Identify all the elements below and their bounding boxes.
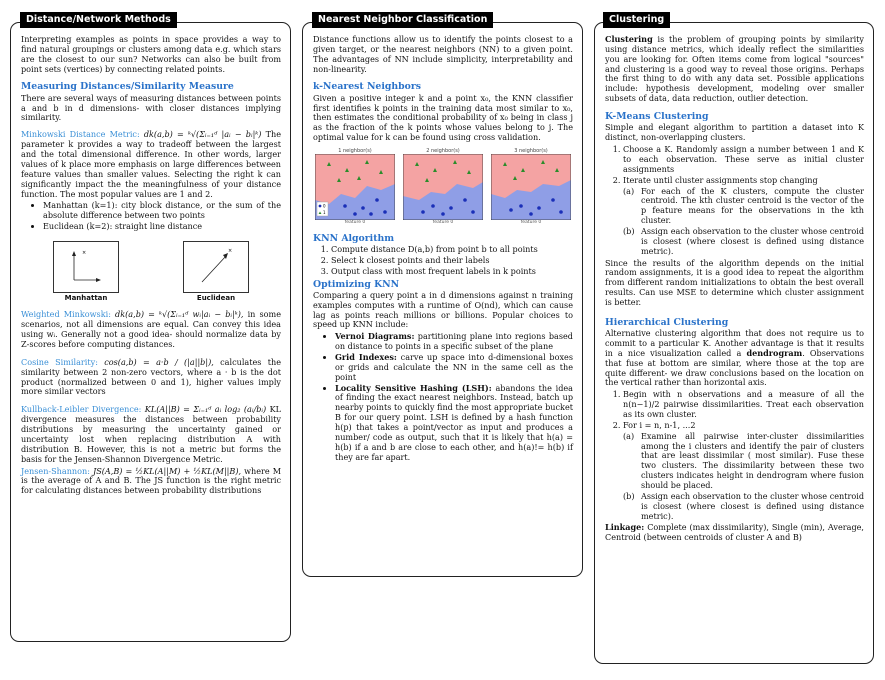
kmeans-substep-text: Assign each observation to the cluster whose centroid is closest (where closest is defined using distance metric).: [641, 225, 864, 256]
hier-step: [623, 421, 864, 522]
intro-text: Interpreting examples as points in space provides a way to find natural groupings or clusters among data e.g. which stars are the closest to our sun? Networks can also be built from point sets (vertices) by connecting related points.: [21, 34, 281, 74]
knn-plot-3-figure: [491, 154, 571, 220]
opt-text: abandons the idea of finding the exact nearest neighbors. Instead, batch up nearby points to quickly find the most appropriate bucket B for our query point. LSH is defined by a hash function h(p) that takes a point/vector as input and produces a number/ code as output, such that it is likely that h(a) = h(b) if a and b are close to each other, and h(a)!= h(b) if they are far apart.: [335, 382, 574, 462]
opt-term: Grid Indexes:: [335, 352, 397, 363]
weighted-term: Weighted Minkowski:: [21, 309, 111, 320]
column-clustering: [594, 22, 874, 664]
linkage-text: [605, 523, 864, 543]
knn-plot-1-title: 1 neighbor(s): [338, 148, 372, 155]
nn-intro: Distance functions allow us to identify the points closest to a given target, or the nearest neighbors (NN) to a given point. The advantages of NN include simplicity, interpretability and non-linearity.: [313, 34, 573, 74]
bullet-euclidean: • Euclidean (k=2): straight line distance: [43, 222, 281, 232]
knn-step: 1. Compute distance D(a,b) from point b to all points: [331, 245, 573, 255]
opt-item-lsh: [335, 384, 573, 463]
linkage-label: Linkage:: [605, 522, 645, 533]
js-text: where M is the average of A and B. The JS function is the right metric for calculating distances between probability distributions: [21, 465, 281, 496]
clustering-intro-bold: Clustering: [605, 34, 653, 44]
clustering-intro: [605, 35, 864, 104]
opt-text: partitioning plane into regions based on distance to points in a specific subset of the plane: [335, 331, 573, 352]
column-title-distance: Distance/Network Methods: [20, 12, 177, 28]
column-distance-methods: [10, 22, 291, 642]
js-block: [21, 467, 281, 497]
knn-plot-3-xlabel: feature 0: [520, 220, 542, 226]
euclidean-diagram: [183, 241, 249, 303]
cosine-term: Cosine Similarity:: [21, 356, 98, 367]
kmeans-after: Since the results of the algorithm depends on the initial random assignments, it is a good idea to repeat the algorithm from different random initializations to obtain the best overall results. Can use MSE to determine which cluster assignment is better.: [605, 257, 864, 307]
minkowski-block: [21, 130, 281, 199]
knn-step: 2. Select k closest points and their labels: [331, 256, 573, 266]
knn-text: Given a positive integer k and a point x₀, the KNN classifier first identifies k points in the training data most similar to x₀, then estimates the conditional probability of x₀ being in class j as the fraction of the k points whose values belong to j. The optimal value for k can be found using cross validation.: [313, 92, 573, 143]
knn-plot-1-figure: [315, 154, 395, 220]
section-heading-hierarchical: Hierarchical Clustering: [605, 316, 729, 328]
kl-term: Kullback-Leibler Divergence:: [21, 404, 142, 415]
kmeans-substep: (a) For each of the K clusters, compute the cluster centroid. The kth cluster centroid is the vector of the p feature means for the observations in the kth cluster.: [623, 185, 864, 226]
euclidean-figure: [183, 241, 249, 293]
hier-substep: (b) Assign each observation to the cluster whose centroid is closest (where closest is defined using distance metric).: [623, 490, 864, 521]
column-title-clustering: Clustering: [603, 12, 670, 28]
manhattan-diagram: [53, 241, 119, 303]
knn-plot-1: [315, 148, 395, 226]
minkowski-formula: dk(a,b) = ᵏ√(Σᵢ₌₁ᵈ |aᵢ − bᵢ|ᵏ): [143, 129, 262, 140]
kmeans-steps: [623, 145, 864, 256]
opt-term: Locality Sensitive Hashing (LSH):: [335, 382, 492, 393]
kmeans-substeps: [623, 185, 864, 257]
section-heading-kmeans: K-Means Clustering: [605, 111, 709, 123]
distance-diagrams: [21, 241, 281, 303]
hier-substep-text: Examine all pairwise inter-cluster dissimilarities among the i clusters and identify the pair of clusters that are least dissimilar ( most similar). Fuse these two clusters. The dissimilarity between these two clusters indicates height in dendrogram where fusion should be placed.: [641, 430, 864, 491]
euclidean-label: Euclidean: [196, 293, 236, 302]
opt-text: carve up space into d-dimensional boxes or grids and calculate the NN in the same cell as the point: [335, 352, 573, 382]
hier-substep: (a) Examine all pairwise inter-cluster dissimilarities among the i clusters and identify the pair of clusters that are least dissimilar ( most similar). Fuse these two clusters. The dissimilarity between these two clusters indicates height in dendrogram where fusion should be placed.: [623, 430, 864, 491]
minkowski-text: The parameter k provides a way to tradeoff between the largest and the total dimensional difference. In other words, larger values of k place more emphasis on large differences between feature values than smaller values. Selecting the right k can significantly impact the the meaningfulness of your distance function. The most popular values are 1 and 2.: [21, 129, 281, 199]
knn-plots: [315, 148, 571, 226]
knn-plot-2: [403, 148, 483, 226]
kmeans-step-text: Iterate until cluster assignments stop changing: [623, 174, 818, 185]
opt-item-voronoi: [335, 332, 573, 352]
kmeans-substep: (b) Assign each observation to the cluster whose centroid is closest (where closest is defined using distance metric).: [623, 225, 864, 256]
section-heading-optimizing: Optimizing KNN: [313, 278, 400, 290]
js-formula: JS(A,B) = ½KL(A||M) + ½KL(M||B),: [92, 465, 242, 476]
section-heading-knn: k-Nearest Neighbors: [313, 81, 421, 93]
plot-legend-1: 1: [323, 210, 326, 216]
column-title-nn: Nearest Neighbor Classification: [312, 12, 493, 28]
linkage-values: Complete (max dissimilarity), Single (min), Average, Centroid (between centroids of cluster A and B): [605, 522, 865, 543]
knn-plot-3-title: 3 neighbor(s): [514, 148, 548, 155]
hier-step: 1. Begin with n observations and a measure of all the n(n−1)/2 pairwise dissimilarities. Treat each observation as its own cluster.: [623, 390, 864, 420]
measuring-text: There are several ways of measuring distances between points a and b in d dimensions- with closer distances implying similarity.: [21, 92, 281, 123]
opt-item-grid: [335, 353, 573, 383]
bullet-manhattan: • Manhattan (k=1): city block distance, or the sum of the absolute difference between two points: [43, 201, 281, 221]
kmeans-substep-text: For each of the K clusters, compute the cluster centroid. The kth cluster centroid is the vector of the p feature means for the observations in the kth cluster.: [641, 185, 864, 226]
kl-formula: KL(A||B) = Σᵢ₌₁ᵈ aᵢ log₂ (aᵢ/bᵢ): [144, 404, 267, 415]
knn-step: 3. Output class with most frequent labels in k points: [331, 267, 573, 277]
hier-substeps: [623, 430, 864, 522]
hier-text-b: . Observations that fuse at bottom are similar, where those at the top are quite different- we draw conclusions based on the location on the vertical rather than horizontal axis.: [605, 347, 864, 388]
weighted-block: [21, 310, 281, 349]
opt-term: Vernoi Diagrams:: [335, 331, 415, 342]
minkowski-term: Minkowski Distance Metric:: [21, 129, 140, 140]
hier-substep-text: Assign each observation to the cluster whose centroid is closest (where closest is defined using distance metric).: [641, 490, 864, 521]
weighted-formula: dk(a,b) = ᵏ√(Σᵢ₌₁ᵈ wᵢ|aᵢ − bᵢ|ᵏ),: [115, 309, 244, 320]
kmeans-step: [623, 176, 864, 257]
knn-plot-1-xlabel: feature 0: [344, 220, 366, 226]
minkowski-bullets: [43, 201, 281, 232]
js-term: Jensen-Shannon:: [21, 465, 90, 476]
knn-plot-3: [491, 148, 571, 226]
cosine-text: calculates the similarity between 2 non-zero vectors, where a · b is the dot product (normalized between 0 and 1), higher values imply more similar vectors: [21, 356, 281, 397]
kmeans-text: Simple and elegant algorithm to partition a dataset into K distinct, non-overlapping clusters.: [605, 122, 864, 143]
section-heading-measuring: Measuring Distances/Similarity Measure: [21, 81, 234, 93]
knn-plot-2-figure: [403, 154, 483, 220]
cosine-block: [21, 358, 281, 397]
hierarchical-steps: [623, 390, 864, 521]
column-nearest-neighbor: [302, 22, 583, 577]
weighted-text: in some scenarios, not all dimensions are equal. Can convey this idea using wᵢ. Generally not a good idea- should normalize data by Z-scores before computing distances.: [21, 309, 281, 350]
hier-bold: dendrogram: [746, 347, 803, 358]
manhattan-figure: [53, 241, 119, 293]
svg-text:×: ×: [82, 249, 87, 256]
knn-algorithm-steps: [331, 245, 573, 277]
knn-plot-2-title: 2 neighbor(s): [426, 148, 460, 155]
hier-step-text: For i = n, n-1, ...2: [623, 419, 696, 430]
cosine-formula: cos(a,b) = a·b / (|a||b|),: [104, 356, 214, 367]
plot-legend-0: 0: [323, 203, 326, 209]
optimizing-list: [335, 332, 573, 462]
knn-plot-2-xlabel: feature 0: [432, 220, 454, 226]
hier-text-a: Alternative clustering algorithm that does not require us to commit to a particular K. Another advantage is that it results in a nice visualization called a: [605, 328, 864, 358]
hierarchical-text: [605, 329, 864, 388]
section-heading-knn-algorithm: KNN Algorithm: [313, 232, 395, 244]
kl-text: KL divergence measures the distances between probability distributions by measuring the uncertainty gained or uncertainty lost when replacing distribution A with distribution B. However, this is not a metric but forms the basis for the Jensen-Shannon Divergence Metric.: [21, 404, 282, 464]
clustering-intro-text: is the problem of grouping points by similarity using distance metrics, which ideally reflect the similarities you are looking for. Often items come from logical "sources" and clustering is a good way to reveal those origins. Perhaps the first thing to do with any data set. Possible applications include: hypothesis development, modeling over smaller subsets of data, data reduction, outlier detection.: [605, 34, 864, 104]
svg-text:×: ×: [228, 247, 233, 254]
manhattan-label: Manhattan: [64, 293, 108, 302]
kmeans-step: 1. Choose a K. Randomly assign a number between 1 and K to each observation. These serve as initial cluster assignments: [623, 145, 864, 175]
optimizing-text: Comparing a query point a in d dimensions against n training examples computes with a runtime of O(nd), which can cause lag as points reach millions or billions. Popular choices to speed up KNN include:: [313, 289, 573, 330]
kl-block: [21, 405, 281, 464]
